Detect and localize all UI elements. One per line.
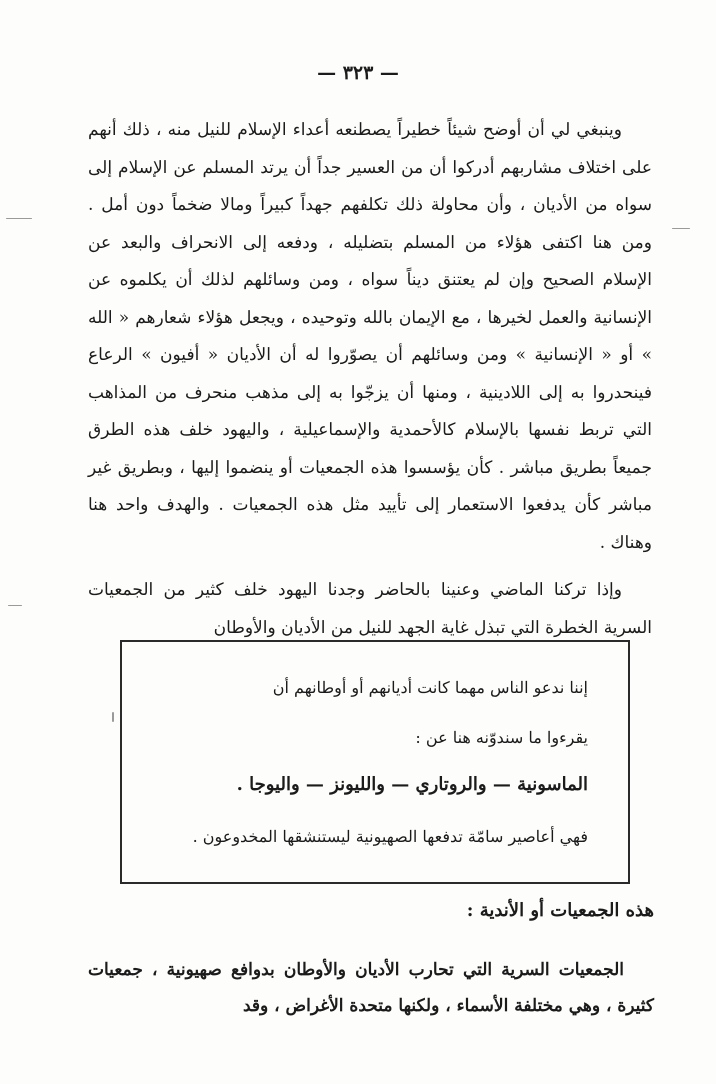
- body-text: [88, 112, 652, 647]
- notice-line-2: يقرءوا ما سندوّنه هنا عن :: [415, 728, 588, 747]
- section-heading: هذه الجمعيات أو الأندية :: [466, 900, 654, 921]
- paragraph-2: وإذا تركنا الماضي وعنينا بالحاضر وجدنا اليهود خلف كثير من الجمعيات السرية الخطرة التي تبذل غاية الجهد للنيل من الأديان والأوطان: [88, 580, 652, 638]
- scan-speck: [8, 605, 22, 606]
- paragraph-1: وينبغي لي أن أوضح شيئاً خطيراً يصطنعه أعداء الإسلام للنيل منه ، ذلك أنهم على اختلاف مشاربهم أدركوا أن من العسير جداً أن يرتد المسلم عن الإسلام إلى سواه من الأديان ، وأن محاولة ذلك تكلفهم جهداً كبيراً ومالا ضخماً دون أمل . ومن هنا اكتفى هؤلاء من المسلم بتضليله ، ودفعه إلى الانحراف والبعد عن الإسلام الصحيح وإن لم يعتنق ديناً سواه ، ومن وسائلهم لذلك أن يكلموه عن الإنسانية والعمل لخيرها ، مع الإيمان بالله وتوحيده ، ويجعل هؤلاء شعارهم « الله » أو « الإنسانية » ومن وسائلهم أن يصوّروا له أن الأديان « أفيون » الرعاع فينحدروا به إلى اللادينية ، ومنها أن يزجّوا به إلى مذهب منحرف من المذاهب التي تربط نفسها بالإسلام كالأحمدية والإسماعيلية ، واليهود خلف هذه الطرق جميعاً بطريق مباشر . كأن يؤسسوا هذه الجمعيات أو ينضموا إليها ، وبطريق غير مباشر كأن يدفعوا الاستعمار إلى تأييد مثل هذه الجمعيات . والهدف واحد هنا وهناك .: [88, 120, 652, 553]
- notice-line-1: إننا ندعو الناس مهما كانت أديانهم أو أوطانهم أن: [272, 678, 588, 697]
- page-number: — ٣٢٣ —: [317, 62, 399, 84]
- scan-speck: [672, 228, 690, 229]
- scan-speck: [6, 218, 32, 219]
- paragraph-3: الجمعيات السرية التي تحارب الأديان والأوطان بدوافع صهيونية ، جمعيات كثيرة ، وهي مختلفة الأسماء ، ولكنها متحدة الأغراض ، وقد: [88, 960, 654, 1016]
- notice-line-4: فهي أعاصير سامّة تدفعها الصهيونية ليستنشقها المخدوعون .: [192, 827, 588, 846]
- notice-line-3: الماسونية — والروتاري — والليونز — واليوجا .: [236, 774, 588, 795]
- scan-speck: [112, 712, 114, 722]
- boxed-notice: [120, 640, 630, 884]
